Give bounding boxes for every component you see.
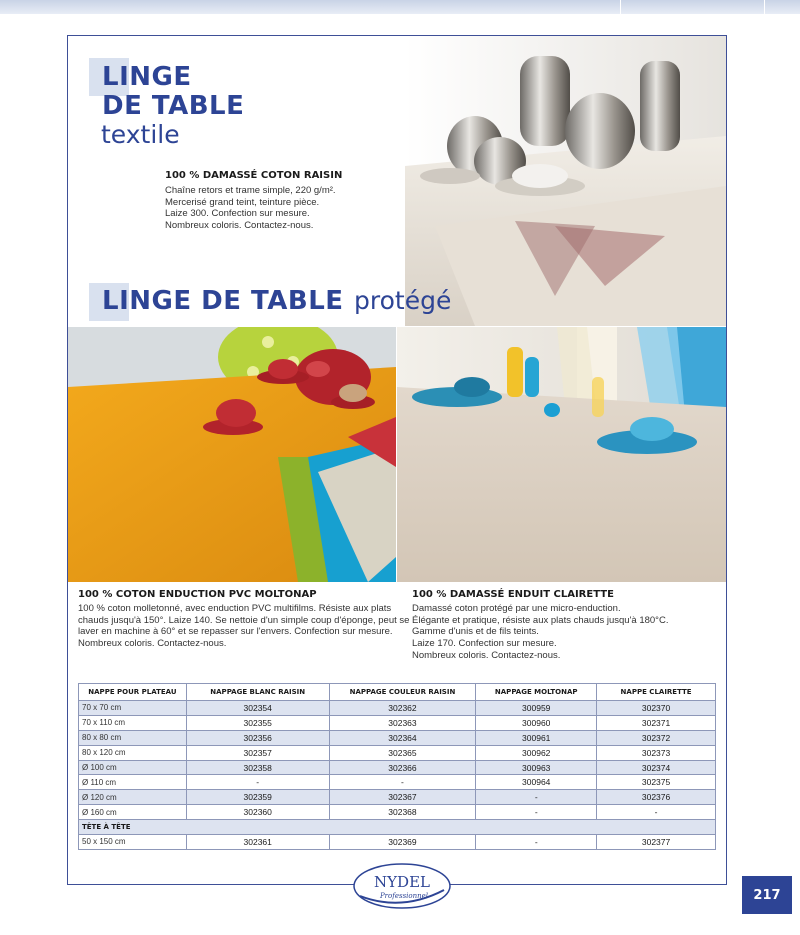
reference-cell: -: [597, 805, 716, 820]
size-cell: 70 x 70 cm: [79, 701, 187, 716]
reference-cell: 302366: [329, 760, 476, 775]
reference-cell: 302364: [329, 730, 476, 745]
description-line: Gamme d'unis et de fils teints.: [412, 626, 539, 638]
reference-cell: 302374: [597, 760, 716, 775]
reference-cell: 302356: [186, 730, 329, 745]
reference-cell: 302373: [597, 745, 716, 760]
reference-cell: 300959: [476, 701, 597, 716]
reference-cell: 302370: [597, 701, 716, 716]
table-section-row: [79, 820, 716, 835]
reference-cell: 302368: [329, 805, 476, 820]
description-line: Chaîne retors et trame simple, 220 g/m².: [165, 185, 336, 196]
reference-cell: 302367: [329, 790, 476, 805]
logo-brand: NYDEL: [374, 873, 430, 891]
photo-silverware-table: [405, 36, 726, 326]
table-row: [79, 760, 716, 775]
description-line: Élégante et pratique, résiste aux plats chauds jusqu'à 180°C.: [412, 614, 669, 626]
product-description-moltonap: [78, 603, 409, 650]
product-title-moltonap: 100 % COTON ENDUCTION PVC MOLTONAP: [78, 589, 317, 600]
reference-cell: 302359: [186, 790, 329, 805]
reference-cell: 302357: [186, 745, 329, 760]
reference-cell: 302354: [186, 701, 329, 716]
reference-cell: 302358: [186, 760, 329, 775]
table-row: [79, 775, 716, 790]
column-header: NAPPE CLAIRETTE: [597, 684, 716, 701]
reference-cell: 302377: [597, 835, 716, 850]
reference-cell: 302369: [329, 835, 476, 850]
reference-cell: -: [476, 805, 597, 820]
reference-cell: 302363: [329, 715, 476, 730]
reference-cell: 300963: [476, 760, 597, 775]
reference-cell: 300960: [476, 715, 597, 730]
reference-cell: 302362: [329, 701, 476, 716]
column-header: NAPPAGE BLANC RAISIN: [186, 684, 329, 701]
photo-yellow-table: [68, 327, 396, 582]
top-band-segment: [764, 0, 800, 14]
top-band: [0, 0, 800, 14]
product-title-damasse-coton: 100 % DAMASSÉ COTON RAISIN: [165, 170, 343, 181]
section1-title-line2: DE TABLE: [102, 91, 245, 121]
photo-blue-glassware: [397, 327, 726, 582]
size-cell: Ø 100 cm: [79, 760, 187, 775]
reference-cell: 300964: [476, 775, 597, 790]
reference-cell: 302372: [597, 730, 716, 745]
reference-cell: 302361: [186, 835, 329, 850]
reference-cell: 302375: [597, 775, 716, 790]
section2-title: [102, 286, 451, 316]
size-cell: Ø 120 cm: [79, 790, 187, 805]
size-cell: 50 x 150 cm: [79, 835, 187, 850]
description-line: Damassé coton protégé par une micro-enduction.: [412, 603, 621, 614]
logo-tagline: Professionnel: [379, 892, 429, 900]
section1-title-line1: LINGE: [102, 62, 192, 92]
size-cell: Ø 110 cm: [79, 775, 187, 790]
table-row: [79, 745, 716, 760]
reference-cell: 302365: [329, 745, 476, 760]
description-line: Nombreux coloris. Contactez-nous.: [78, 638, 227, 650]
reference-cell: 300962: [476, 745, 597, 760]
column-header: NAPPAGE MOLTONAP: [476, 684, 597, 701]
reference-cell: -: [329, 775, 476, 790]
size-cell: 80 x 120 cm: [79, 745, 187, 760]
description-line: laver en machine à 60° et se repasser sur l'envers. Confection sur mesure.: [78, 626, 393, 638]
description-line: Nombreux coloris. Contactez-nous.: [165, 220, 314, 232]
table-row: [79, 835, 716, 850]
table-row: [79, 805, 716, 820]
page-number: 217: [742, 876, 792, 914]
description-line: Laize 170. Confection sur mesure.: [412, 638, 557, 650]
description-line: Laize 300. Confection sur mesure.: [165, 208, 310, 220]
section2-title-bold: LINGE DE TABLE: [102, 286, 344, 316]
size-cell: 80 x 80 cm: [79, 730, 187, 745]
reference-table: [78, 683, 716, 850]
table-row: [79, 701, 716, 716]
reference-cell: 302355: [186, 715, 329, 730]
description-line: chauds jusqu'à 150°. Laize 140. Se nettoie d'un simple coup d'éponge, peut se: [78, 614, 410, 626]
description-line: 100 % coton molletonné, avec enduction PVC multifilms. Résiste aux plats: [78, 603, 392, 614]
size-cell: 70 x 110 cm: [79, 715, 187, 730]
section1-title-line3: textile: [101, 120, 180, 149]
section-label: TÊTE À TÊTE: [79, 820, 716, 835]
table-row: [79, 715, 716, 730]
table-row: [79, 790, 716, 805]
column-header: NAPPE POUR PLATEAU: [79, 684, 187, 701]
section2-title-light: protégé: [354, 286, 452, 315]
product-title-clairette: 100 % DAMASSÉ ENDUIT CLAIRETTE: [412, 589, 614, 600]
table-header-row: [79, 684, 716, 701]
reference-cell: 300961: [476, 730, 597, 745]
reference-cell: 302376: [597, 790, 716, 805]
reference-cell: -: [186, 775, 329, 790]
reference-cell: -: [476, 790, 597, 805]
top-band-segment: [620, 0, 764, 14]
table-row: [79, 730, 716, 745]
size-cell: Ø 160 cm: [79, 805, 187, 820]
nydel-logo: [352, 860, 452, 912]
description-line: Nombreux coloris. Contactez-nous.: [412, 649, 561, 661]
description-line: Mercerisé grand teint, teinture pièce.: [165, 196, 320, 208]
reference-cell: 302360: [186, 805, 329, 820]
product-description-damasse-coton: [165, 185, 336, 232]
product-description-clairette: [412, 603, 668, 662]
column-header: NAPPAGE COULEUR RAISIN: [329, 684, 476, 701]
reference-cell: 302371: [597, 715, 716, 730]
reference-cell: -: [476, 835, 597, 850]
